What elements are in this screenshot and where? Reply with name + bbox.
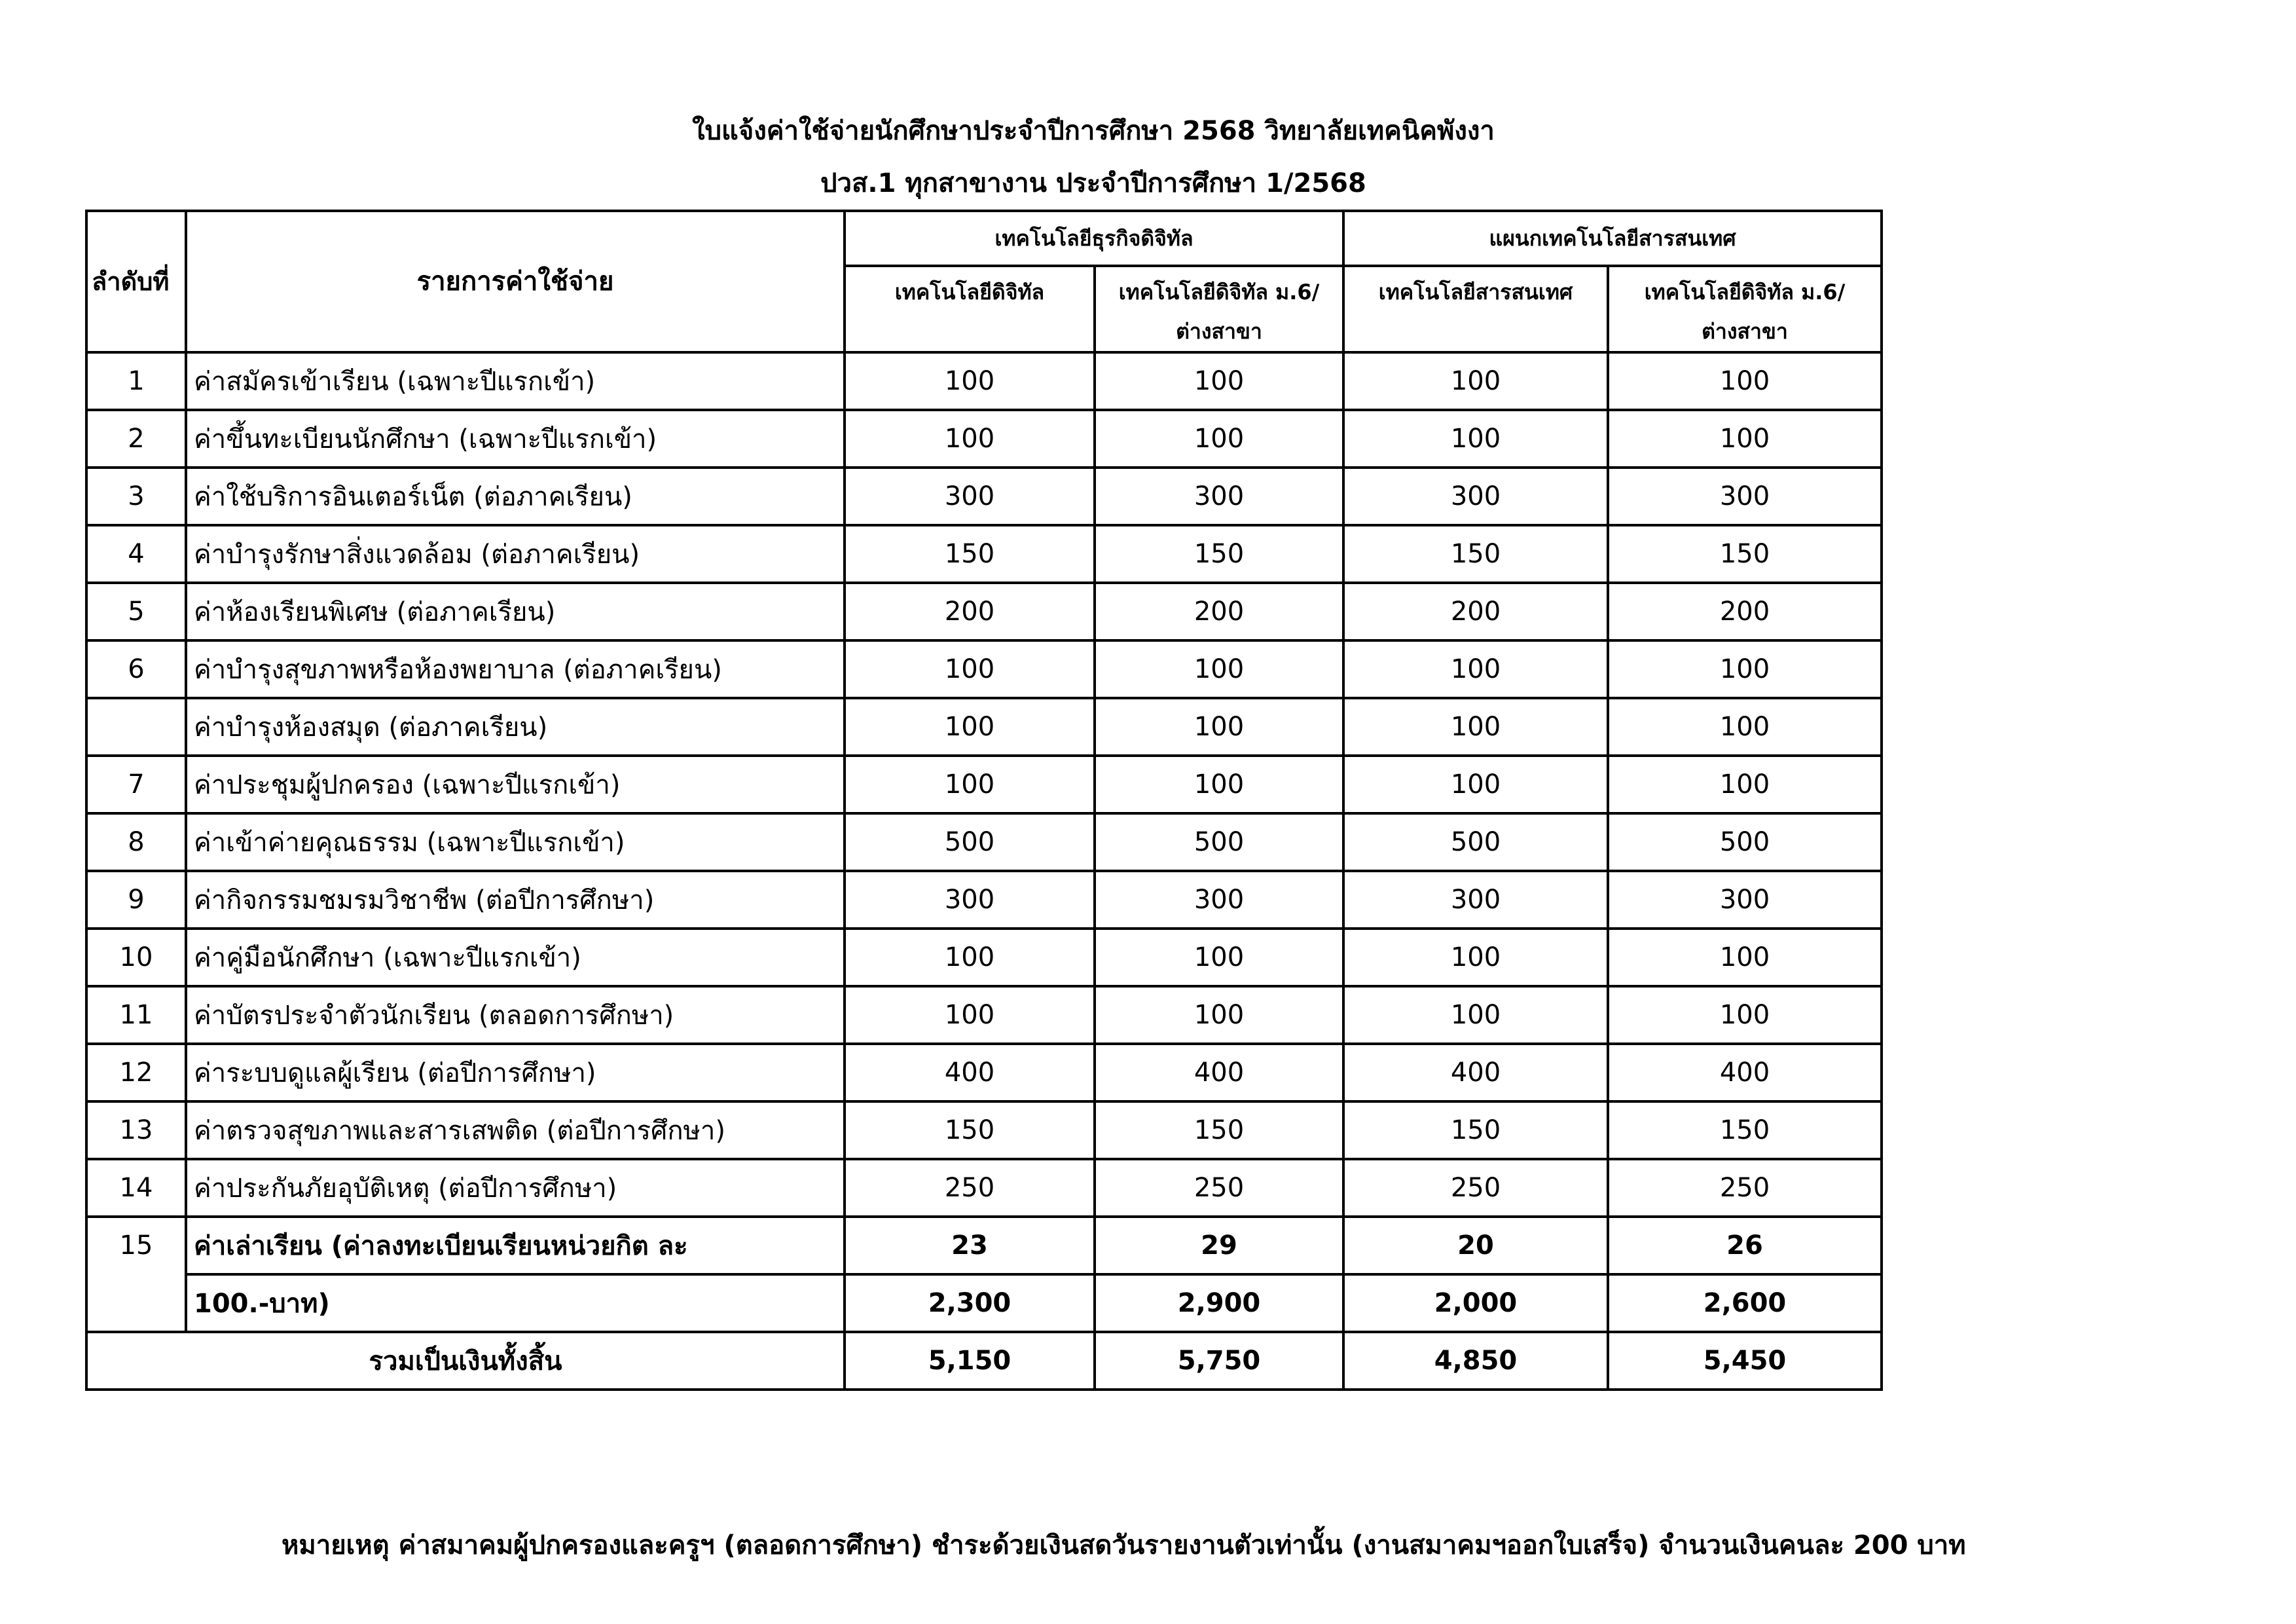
table-row bbox=[86, 813, 1882, 871]
row-value-4: 100 bbox=[1608, 352, 1882, 410]
header-col-3 bbox=[1343, 266, 1608, 352]
row-value-1: 500 bbox=[845, 813, 1095, 871]
row-value-2: 100 bbox=[1095, 986, 1343, 1044]
row-item: ค่าเข้าค่ายคุณธรรม (เฉพาะปีแรกเข้า) bbox=[186, 813, 845, 871]
row-value-2: 250 bbox=[1095, 1159, 1343, 1217]
table-row bbox=[86, 871, 1882, 929]
row-value-1: 150 bbox=[845, 525, 1095, 583]
row-value-4: 100 bbox=[1608, 929, 1882, 986]
header-col-2 bbox=[1095, 266, 1343, 352]
row-seq: 8 bbox=[86, 813, 186, 871]
row-value-2: 500 bbox=[1095, 813, 1343, 871]
total-value-1: 5,150 bbox=[845, 1332, 1095, 1390]
row-value-3: 100 bbox=[1343, 929, 1608, 986]
row-value-1: 200 bbox=[845, 583, 1095, 640]
row-value-3: 200 bbox=[1343, 583, 1608, 640]
row-item: ค่าใช้บริการอินเตอร์เน็ต (ต่อภาคเรียน) bbox=[186, 468, 845, 525]
footnote: หมายเหตุ ค่าสมาคมผู้ปกครองและครูฯ (ตลอดการศึกษา) ชำระด้วยเงินสดวันรายงานตัวเท่านั้น (งานสมาคมฯออกใบเสร็จ) จำนวนเงินคนละ 200 บาท bbox=[282, 1530, 1966, 1560]
row-seq: 9 bbox=[86, 871, 186, 929]
table-row bbox=[86, 640, 1882, 698]
tuition-seq: 15 bbox=[86, 1217, 186, 1332]
row-value-1: 100 bbox=[845, 698, 1095, 756]
table-row bbox=[86, 698, 1882, 756]
row-seq bbox=[86, 698, 186, 756]
row-value-1: 150 bbox=[845, 1101, 1095, 1159]
tuition-item-line2: 100.-บาท) bbox=[186, 1274, 845, 1332]
row-item: ค่าบำรุงสุขภาพหรือห้องพยาบาล (ต่อภาคเรียน) bbox=[186, 640, 845, 698]
row-value-2: 100 bbox=[1095, 410, 1343, 468]
row-value-2: 100 bbox=[1095, 929, 1343, 986]
row-value-2: 100 bbox=[1095, 352, 1343, 410]
table-row bbox=[86, 352, 1882, 410]
row-item: ค่าประชุมผู้ปกครอง (เฉพาะปีแรกเข้า) bbox=[186, 756, 845, 813]
row-value-2: 100 bbox=[1095, 698, 1343, 756]
row-value-1: 300 bbox=[845, 468, 1095, 525]
total-label: รวมเป็นเงินทั้งสิ้น bbox=[86, 1332, 845, 1390]
row-seq: 10 bbox=[86, 929, 186, 986]
tuition-amount-2: 2,900 bbox=[1095, 1274, 1343, 1332]
row-value-2: 300 bbox=[1095, 871, 1343, 929]
row-value-1: 100 bbox=[845, 410, 1095, 468]
row-value-3: 500 bbox=[1343, 813, 1608, 871]
header-col-3-line1: เทคโนโลยีสารสนเทศ bbox=[1378, 280, 1573, 304]
row-seq: 12 bbox=[86, 1044, 186, 1101]
row-value-3: 100 bbox=[1343, 352, 1608, 410]
table-row bbox=[86, 756, 1882, 813]
row-value-1: 100 bbox=[845, 352, 1095, 410]
row-value-3: 300 bbox=[1343, 871, 1608, 929]
row-value-2: 150 bbox=[1095, 525, 1343, 583]
document-title: ใบแจ้งค่าใช้จ่ายนักศึกษาประจำปีการศึกษา 2568 วิทยาลัยเทคนิคพังงา bbox=[692, 116, 1495, 146]
row-item: ค่าคู่มือนักศึกษา (เฉพาะปีแรกเข้า) bbox=[186, 929, 845, 986]
row-item: ค่าระบบดูแลผู้เรียน (ต่อปีการศึกษา) bbox=[186, 1044, 845, 1101]
row-value-2: 150 bbox=[1095, 1101, 1343, 1159]
table-row bbox=[86, 525, 1882, 583]
row-value-4: 100 bbox=[1608, 410, 1882, 468]
row-value-3: 150 bbox=[1343, 1101, 1608, 1159]
tuition-credits-4: 26 bbox=[1608, 1217, 1882, 1274]
table-row bbox=[86, 410, 1882, 468]
row-value-2: 100 bbox=[1095, 640, 1343, 698]
row-value-1: 100 bbox=[845, 986, 1095, 1044]
header-col-4 bbox=[1608, 266, 1882, 352]
row-value-4: 100 bbox=[1608, 756, 1882, 813]
row-item: ค่าตรวจสุขภาพและสารเสพติด (ต่อปีการศึกษา) bbox=[186, 1101, 845, 1159]
row-value-4: 100 bbox=[1608, 698, 1882, 756]
row-value-1: 100 bbox=[845, 929, 1095, 986]
row-item: ค่าขึ้นทะเบียนนักศึกษา (เฉพาะปีแรกเข้า) bbox=[186, 410, 845, 468]
header-col-1-line1: เทคโนโลยีดิจิทัล bbox=[894, 280, 1045, 304]
row-item: ค่าบำรุงรักษาสิ่งแวดล้อม (ต่อภาคเรียน) bbox=[186, 525, 845, 583]
row-seq: 3 bbox=[86, 468, 186, 525]
row-value-3: 150 bbox=[1343, 525, 1608, 583]
row-value-3: 400 bbox=[1343, 1044, 1608, 1101]
row-item: ค่าบัตรประจำตัวนักเรียน (ตลอดการศึกษา) bbox=[186, 986, 845, 1044]
row-item: ค่าห้องเรียนพิเศษ (ต่อภาคเรียน) bbox=[186, 583, 845, 640]
tuition-amount-4: 2,600 bbox=[1608, 1274, 1882, 1332]
table-row bbox=[86, 583, 1882, 640]
table-row bbox=[86, 468, 1882, 525]
row-value-2: 200 bbox=[1095, 583, 1343, 640]
tuition-item-line1: ค่าเล่าเรียน (ค่าลงทะเบียนเรียนหน่วยกิต ละ bbox=[186, 1217, 845, 1274]
row-seq: 7 bbox=[86, 756, 186, 813]
row-value-3: 100 bbox=[1343, 640, 1608, 698]
row-value-1: 400 bbox=[845, 1044, 1095, 1101]
row-value-3: 300 bbox=[1343, 468, 1608, 525]
header-col-2-line1: เทคโนโลยีดิจิทัล ม.6/ bbox=[1118, 280, 1320, 304]
row-value-3: 100 bbox=[1343, 986, 1608, 1044]
row-value-4: 250 bbox=[1608, 1159, 1882, 1217]
row-seq: 4 bbox=[86, 525, 186, 583]
header-col-1 bbox=[845, 266, 1095, 352]
row-value-4: 200 bbox=[1608, 583, 1882, 640]
header-item: รายการค่าใช้จ่าย bbox=[186, 211, 845, 352]
header-col-4-line1: เทคโนโลยีดิจิทัล ม.6/ bbox=[1644, 280, 1846, 304]
row-value-1: 100 bbox=[845, 756, 1095, 813]
row-value-3: 250 bbox=[1343, 1159, 1608, 1217]
row-value-4: 300 bbox=[1608, 871, 1882, 929]
row-item: ค่าสมัครเข้าเรียน (เฉพาะปีแรกเข้า) bbox=[186, 352, 845, 410]
fee-table bbox=[85, 210, 1883, 1391]
table-row bbox=[86, 986, 1882, 1044]
row-value-4: 100 bbox=[1608, 986, 1882, 1044]
row-value-4: 300 bbox=[1608, 468, 1882, 525]
row-seq: 11 bbox=[86, 986, 186, 1044]
row-seq: 13 bbox=[86, 1101, 186, 1159]
row-value-4: 100 bbox=[1608, 640, 1882, 698]
row-value-1: 300 bbox=[845, 871, 1095, 929]
row-value-2: 100 bbox=[1095, 756, 1343, 813]
row-seq: 2 bbox=[86, 410, 186, 468]
row-value-2: 300 bbox=[1095, 468, 1343, 525]
table-row bbox=[86, 1044, 1882, 1101]
total-value-4: 5,450 bbox=[1608, 1332, 1882, 1390]
total-value-3: 4,850 bbox=[1343, 1332, 1608, 1390]
row-value-4: 150 bbox=[1608, 1101, 1882, 1159]
row-item: ค่าบำรุงห้องสมุด (ต่อภาคเรียน) bbox=[186, 698, 845, 756]
tuition-credits-3: 20 bbox=[1343, 1217, 1608, 1274]
row-value-1: 250 bbox=[845, 1159, 1095, 1217]
table-row bbox=[86, 1101, 1882, 1159]
row-value-4: 500 bbox=[1608, 813, 1882, 871]
tuition-amount-3: 2,000 bbox=[1343, 1274, 1608, 1332]
row-value-4: 150 bbox=[1608, 525, 1882, 583]
total-value-2: 5,750 bbox=[1095, 1332, 1343, 1390]
header-group-information-technology: แผนกเทคโนโลยีสารสนเทศ bbox=[1343, 211, 1882, 266]
row-value-3: 100 bbox=[1343, 410, 1608, 468]
row-value-4: 400 bbox=[1608, 1044, 1882, 1101]
row-item: ค่ากิจกรรมชมรมวิชาชีพ (ต่อปีการศึกษา) bbox=[186, 871, 845, 929]
table-row bbox=[86, 1159, 1882, 1217]
row-seq: 14 bbox=[86, 1159, 186, 1217]
document-subtitle: ปวส.1 ทุกสาขางาน ประจำปีการศึกษา 1/2568 bbox=[820, 168, 1366, 198]
header-seq: ลำดับที่ bbox=[86, 211, 186, 352]
table-row bbox=[86, 929, 1882, 986]
row-item: ค่าประกันภัยอุบัติเหตุ (ต่อปีการศึกษา) bbox=[186, 1159, 845, 1217]
row-value-3: 100 bbox=[1343, 756, 1608, 813]
row-seq: 6 bbox=[86, 640, 186, 698]
tuition-credits-1: 23 bbox=[845, 1217, 1095, 1274]
row-value-2: 400 bbox=[1095, 1044, 1343, 1101]
header-col-2-line2: ต่างสาขา bbox=[1176, 319, 1262, 344]
row-seq: 5 bbox=[86, 583, 186, 640]
tuition-amount-1: 2,300 bbox=[845, 1274, 1095, 1332]
row-value-3: 100 bbox=[1343, 698, 1608, 756]
header-group-digital-business: เทคโนโลยีธุรกิจดิจิทัล bbox=[845, 211, 1343, 266]
row-value-1: 100 bbox=[845, 640, 1095, 698]
tuition-credits-2: 29 bbox=[1095, 1217, 1343, 1274]
row-seq: 1 bbox=[86, 352, 186, 410]
header-col-4-line2: ต่างสาขา bbox=[1702, 319, 1788, 344]
